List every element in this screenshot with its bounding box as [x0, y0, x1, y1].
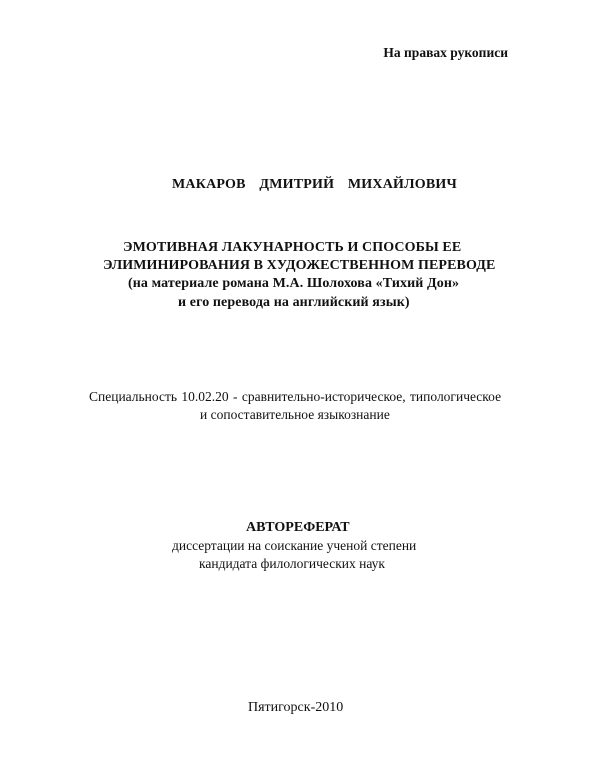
degree-line: кандидата филологических наук: [199, 556, 385, 571]
title-line: ЭМОТИВНАЯ ЛАКУНАРНОСТЬ И СПОСОБЫ ЕЕ: [123, 240, 462, 255]
degree-line: диссертации на соискание ученой степени: [172, 538, 417, 553]
title-line: ЭЛИМИНИРОВАНИЯ В ХУДОЖЕСТВЕННОМ ПЕРЕВОДЕ: [103, 258, 496, 273]
specialty-line: и сопоставительное языкознание: [200, 407, 390, 422]
abstract-heading: АВТОРЕФЕРАТ: [246, 520, 350, 535]
title-subtitle-line: (на материале романа М.А. Шолохова «Тихий Дон»: [128, 276, 460, 291]
rights-notice: На правах рукописи: [383, 45, 508, 60]
title-subtitle-line: и его перевода на английский язык): [178, 295, 410, 310]
specialty-line: Специальность 10.02.20 - сравнительно-историческое, типологическое: [89, 389, 502, 404]
place-year: Пятигорск-2010: [248, 700, 344, 715]
author-name: МАКАРОВ ДМИТРИЙ МИХАЙЛОВИЧ: [172, 177, 457, 192]
